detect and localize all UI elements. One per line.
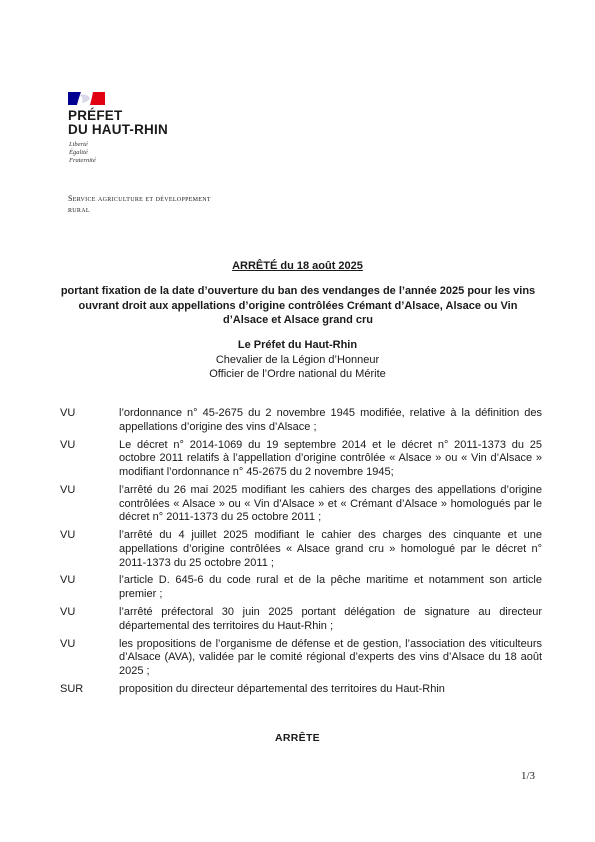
arrete-subject: portant fixation de la date d’ouverture du ban des vendanges de l’année 2025 pour les vins ouvrant droit aux appellations d’origine contrôlées Crémant d’Alsace, Alsace ou Vin d’Alsace et Alsace grand cru <box>60 285 536 326</box>
prefecture-name <box>68 109 168 137</box>
visas-list <box>60 407 542 701</box>
prefecture-line1: PRÉFET <box>68 108 123 123</box>
prefet-name: Le Préfet du Haut-Rhin <box>237 339 358 351</box>
visa-text: Le décret n° 2014-1069 du 19 septembre 2014 et le décret n° 2011-1373 du 25 octobre 2011 relatifs à l’appellation d’origine contrôlée « Alsace » ou « Vin d’Alsace » modifiant l’ordonnance n° 45-2675 du 2 novembre 1945; <box>119 438 542 478</box>
visa-item <box>60 574 542 601</box>
visa-key: SUR <box>60 682 84 695</box>
visa-key: VU <box>60 438 76 451</box>
visa-text: l’article D. 645-6 du code rural et de la pêche maritime et notamment son article premier ; <box>119 574 542 601</box>
service-line1: Service agriculture et développement <box>68 194 211 203</box>
visa-item <box>60 606 542 633</box>
motto-fraternite: Fraternité <box>69 157 96 164</box>
motto-liberte: Liberté <box>69 141 88 148</box>
prefet-honor-merite: Officier de l’Ordre national du Mérite <box>209 368 386 380</box>
visa-item <box>60 439 542 480</box>
service-line2: rural <box>68 205 90 214</box>
republic-motto <box>69 141 96 165</box>
motto-egalite: Égalité <box>69 149 88 156</box>
visa-item <box>60 529 542 570</box>
service-name <box>68 193 268 215</box>
visa-key: VU <box>60 574 76 587</box>
visa-item <box>60 407 542 434</box>
visa-text: proposition du directeur départemental des territoires du Haut-Rhin <box>119 682 445 695</box>
prefecture-line2: DU HAUT-RHIN <box>68 122 168 137</box>
visa-text: l’ordonnance n° 45-2675 du 2 novembre 1945 modifiée, relative à la définition des appellations d’origine des vins d’Alsace ; <box>119 407 542 433</box>
visa-key: VU <box>60 483 76 496</box>
page-number: 1/3 <box>521 770 536 782</box>
visa-key: VU <box>60 606 76 619</box>
visa-item <box>60 484 542 525</box>
marianne-logo <box>68 92 105 105</box>
visa-text: l’arrêté préfectoral 30 juin 2025 portant délégation de signature au directeur départemental des territoires du Haut-Rhin ; <box>119 606 542 632</box>
prefet-honor-legion: Chevalier de la Légion d’Honneur <box>215 353 380 366</box>
arrete-title: ARRÊTÉ du 18 août 2025 <box>232 260 363 272</box>
visa-item <box>60 638 542 679</box>
prefet-block <box>0 338 595 382</box>
visa-text: les propositions de l’organisme de défense et de gestion, l’association des viticulteurs d’Alsace (AVA), validée par le comité régional d’experts des vins d’Alsace du 18 août 2025 ; <box>119 637 542 678</box>
visa-key: VU <box>60 407 76 419</box>
arrete-heading: ARRÊTE <box>275 732 320 744</box>
visa-key: VU <box>60 529 76 542</box>
visa-text: l’arrêté du 26 mai 2025 modifiant les cahiers des charges des appellations d’origine contrôlées « Alsace » ou « Vin d’Alsace » et « Crémant d’Alsace » homologués par le décret n° 2011-1373 du 25 octobre 2011 ; <box>119 483 542 524</box>
visa-key: VU <box>60 637 76 650</box>
visa-item <box>60 683 542 697</box>
visa-text: l’arrêté du 4 juillet 2025 modifiant le cahier des charges des cinquante et une appellations d’origine contrôlées « Alsace grand cru » homologué par le décret n° 2011-1373 du 25 octobre 2011 ; <box>119 529 542 569</box>
